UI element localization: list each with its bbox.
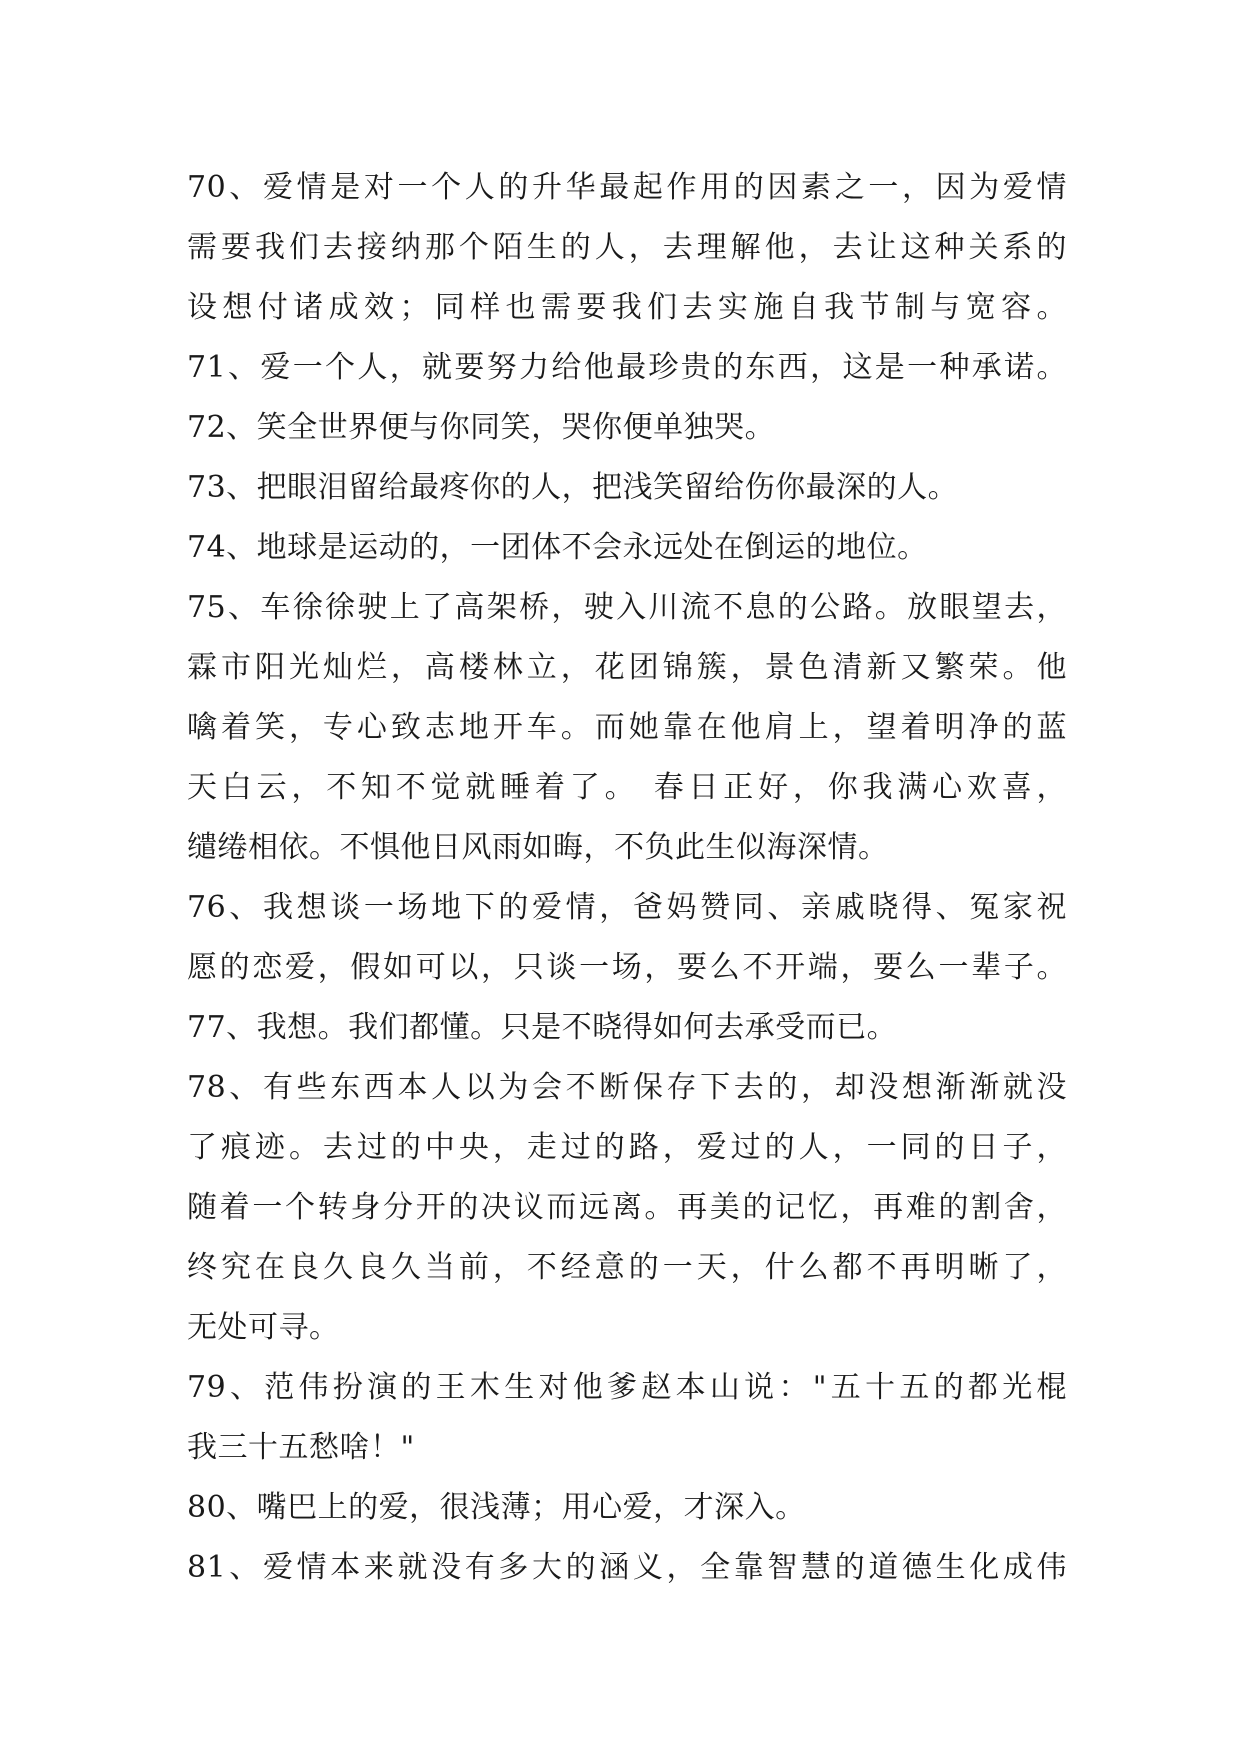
text-line: 天白云，不知不觉就睡着了。 春日正好，你我满心欢喜， (187, 770, 1067, 805)
text-line: 终究在良久良久当前，不经意的一天，什么都不再明晰了， (187, 1250, 1067, 1285)
text-line: 74、地球是运动的，一团体不会永远处在倒运的地位。 (187, 530, 928, 565)
text-line: 愿的恋爱，假如可以，只谈一场，要么不开端，要么一辈子。 (187, 950, 1067, 985)
text-line: 71、爱一个人，就要努力给他最珍贵的东西，这是一种承诺。 (187, 350, 1067, 385)
text-line: 了痕迹。去过的中央，走过的路，爱过的人，一同的日子， (187, 1130, 1067, 1165)
text-line: 70、爱情是对一个人的升华最起作用的因素之一，因为爱情 (187, 170, 1067, 205)
text-line: 78、有些东西本人以为会不断保存下去的，却没想渐渐就没 (187, 1070, 1067, 1105)
text-line: 无处可寻。 (187, 1310, 340, 1345)
text-line: 随着一个转身分开的决议而远离。再美的记忆，再难的割舍， (187, 1190, 1067, 1225)
text-line: 设想付诸成效；同样也需要我们去实施自我节制与宽容。 (187, 290, 1067, 325)
text-line: 75、车徐徐驶上了高架桥，驶入川流不息的公路。放眼望去， (187, 590, 1067, 625)
text-line: 72、笑全世界便与你同笑，哭你便单独哭。 (187, 410, 776, 445)
document-body (187, 158, 1067, 1598)
text-line: 霖市阳光灿烂，高楼林立，花团锦簇，景色清新又繁荣。他 (187, 650, 1067, 685)
text-line: 80、嘴巴上的爱，很浅薄；用心爱，才深入。 (187, 1490, 806, 1525)
text-line: 73、把眼泪留给最疼你的人，把浅笑留给伤你最深的人。 (187, 470, 959, 505)
text-line: 76、我想谈一场地下的爱情，爸妈赞同、亲戚晓得、冤家祝 (187, 890, 1067, 925)
text-line: 81、爱情本来就没有多大的涵义，全靠智慧的道德生化成伟 (187, 1550, 1067, 1585)
text-line: 缱绻相依。不惧他日风雨如晦，不负此生似海深情。 (187, 830, 889, 865)
text-line: 我三十五愁啥！" (187, 1430, 415, 1465)
text-line: 79、范伟扮演的王木生对他爹赵本山说："五十五的都光棍 (187, 1370, 1067, 1405)
text-line: 需要我们去接纳那个陌生的人，去理解他，去让这种关系的 (187, 230, 1067, 265)
text-line: 噙着笑，专心致志地开车。而她靠在他肩上，望着明净的蓝 (187, 710, 1067, 745)
text-line: 77、我想。我们都懂。只是不晓得如何去承受而已。 (187, 1010, 898, 1045)
